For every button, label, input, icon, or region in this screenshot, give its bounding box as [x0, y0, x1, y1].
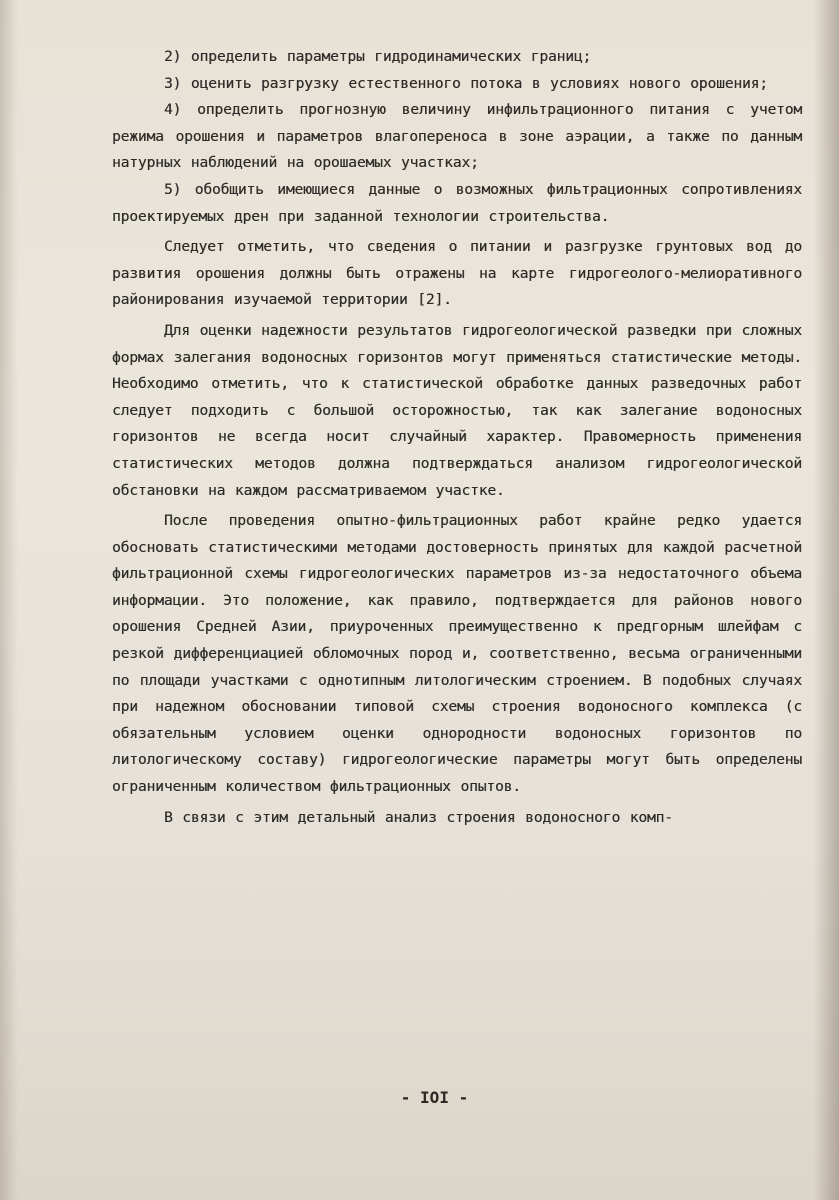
page-number: - IOI - — [400, 1088, 469, 1107]
paragraph-groundwater-note: Следует отметить, что сведения о питании и разгрузке грунтовых вод до развития орошения должны быть отражены на карте гидрогеолого-мелиоративного районирования изучаемой территории [2]. — [112, 238, 802, 309]
paragraph-filtration-works: После проведения опытно-фильтрационных работ крайне редко удается обосновать статистическими методами достоверность принятых для каждой расчетной фильтрационной схемы гидрогеологических параметров из-за недостаточного объема информации. Это положение, как правило, подтверждается для районов нового орошения Средней Азии, приуроченных преимущественно к предгорным шлейфам с резкой дифференциацией обломочных пород и, соответственно, весьма ограниченными по площади участками с однотипным литологическим строением. В подобных случаях при надежном обосновании типовой схемы строения водоносного комплекса (с обязательным условием оценки однородности водоносных горизонтов по литологическому составу) гидрогеологические параметры могут быть определены ограниченным количеством фильтрационных опытов. — [112, 512, 802, 796]
list-item-2: 2) определить параметры гидродинамических границ; — [164, 48, 592, 65]
list-item-3: 3) оценить разгрузку естественного потока в условиях нового орошения; — [164, 74, 768, 92]
paragraph-statistical-methods: Для оценки надежности результатов гидрогеологической разведки при сложных формах залегания водоносных горизонтов могут применяться статистические методы. Необходимо отметить, что к статистической обработке данных разведочных работ следует подходить с большой осторожностью, так как залегание водоносных горизонтов не всегда носит случайный характер. Правомерность применения статистических методов должна подтверждаться анализом гидрогеологической обстановки на каждом рассматриваемом участке. — [112, 321, 802, 499]
page-shadow-left — [0, 0, 18, 1200]
paragraph-continuation: В связи с этим детальный анализ строения водоносного комп- — [164, 808, 673, 826]
list-item-5: 5) обобщить имеющиеся данные о возможных фильтрационных сопротивлениях проектируемых дрен при заданной технологии строительства. — [112, 180, 802, 225]
page-shadow-right — [813, 0, 839, 1200]
body-text — [112, 44, 802, 831]
list-item-4: 4) определить прогнозную величину инфильтрационного питания с учетом режима орошения и параметров влагопереноса в зоне аэрации, а также по данным натурных наблюдений на орошаемых участках; — [112, 101, 802, 172]
